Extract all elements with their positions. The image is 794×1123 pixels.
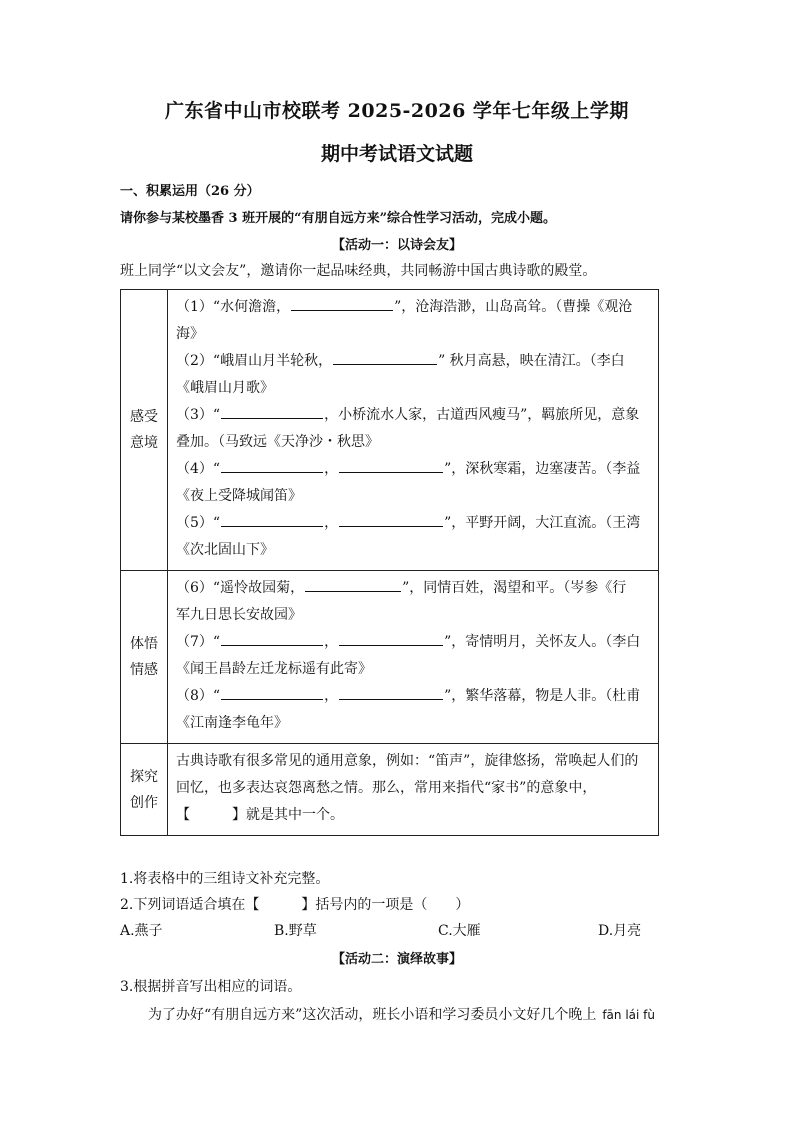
poem-line-6-cont: 军九日思长安故园》: [176, 607, 302, 623]
poem-line-8: （8）“ ， ”，繁华落幕，物是人非。（杜甫: [176, 683, 650, 710]
category-cell: [121, 571, 168, 744]
fill-blank[interactable]: [221, 629, 323, 646]
activity1-heading: 【活动一：以诗会友】: [331, 238, 462, 253]
poem-line-3-cont: 叠加。（马致远《天净沙・秋思》: [176, 434, 379, 450]
poem-line-6: （6）“遥怜故园菊， ”，同情百姓，渴望和平。（岑参《行: [176, 575, 650, 602]
poem-line-8-cont: 《江南逢李龟年》: [176, 715, 288, 731]
poem-line-2: （2）“峨眉山月半轮秋， ” 秋月高悬，映在清江。（李白: [176, 348, 650, 375]
category-cell: [121, 290, 168, 571]
explore-text-cell: [168, 744, 659, 836]
poem-line-3: （3）“ ，小桥流水人家，古道西风瘦马”，羁旅所见，意象: [176, 402, 650, 429]
poem-lines-cell: [168, 571, 659, 744]
poem-line-1: （1）“水何澹澹， ”，沧海浩渺，山岛高耸。（曹操《观沧: [176, 294, 650, 321]
category-cell: [121, 744, 168, 836]
poem-line-2-cont: 《峨眉山月歌》: [176, 380, 274, 396]
question-3: 3.根据拼音写出相应的词语。: [120, 979, 302, 995]
paragraph-text: 为了办好“有朋自远方来”这次活动，班长小语和学习委员小文好几个晚上: [148, 1007, 597, 1023]
fill-blank[interactable]: [339, 629, 443, 646]
option-d[interactable]: D.月亮: [598, 923, 642, 939]
poem-line-7: （7）“ ， ”，寄情明月，关怀友人。（李白: [176, 629, 650, 656]
explore-text-line: 【 】就是其中一个。: [176, 807, 344, 823]
question-2: 2.下列词语适合填在【 】括号内的一项是（ ）: [120, 897, 470, 913]
fill-blank[interactable]: [221, 402, 323, 419]
section-heading: 一、积累运用（26 分）: [120, 184, 260, 199]
option-a[interactable]: A.燕子: [120, 923, 163, 939]
poem-line-5: （5）“ ， ”，平野开阔，大江直流。（王湾: [176, 510, 650, 537]
fill-blank[interactable]: [339, 456, 443, 473]
fill-blank[interactable]: [291, 294, 393, 311]
category-label: 探究: [130, 768, 158, 785]
explore-text-line: 回忆，也多表达哀怨离愁之情。那么，常用来指代“家书”的意象中，: [176, 780, 597, 796]
category-label: 感受: [130, 409, 158, 425]
section-instruction: 请你参与某校墨香 3 班开展的“有朋自远方来”综合性学习活动，完成小题。: [120, 211, 557, 226]
category-label: 创作: [130, 794, 158, 811]
exam-title-line1: 广东省中山市校联考 2025-2026 学年七年级上学期: [165, 100, 629, 122]
option-c[interactable]: C.大雁: [438, 923, 481, 939]
fill-blank[interactable]: [221, 456, 323, 473]
activity2-paragraph: [148, 1004, 655, 1024]
table-row-explore-create: [121, 744, 659, 836]
fill-blank[interactable]: [339, 510, 443, 527]
poetry-table: [120, 289, 659, 836]
activity1-intro: 班上同学“以文会友”，邀请你一起品味经典，共同畅游中国古典诗歌的殿堂。: [120, 263, 597, 279]
fill-blank[interactable]: [339, 683, 443, 700]
category-label: 意境: [130, 435, 158, 451]
category-label: 体悟: [130, 636, 158, 652]
pinyin-prompt: fān lái fù: [602, 1008, 655, 1022]
poem-line-5-cont: 《次北固山下》: [176, 542, 274, 558]
category-label: 情感: [130, 662, 158, 678]
poem-lines-cell: [168, 290, 659, 571]
activity2-heading: 【活动二：演绎故事】: [331, 952, 462, 967]
fill-blank[interactable]: [221, 683, 323, 700]
fill-blank[interactable]: [305, 575, 401, 592]
question-1: 1.将表格中的三组诗文补充完整。: [120, 871, 330, 887]
poem-line-4-cont: 《夜上受降城闻笛》: [176, 488, 302, 504]
poem-line-4: （4）“ ， ”，深秋寒霜，边塞凄苦。（李益: [176, 456, 650, 483]
fill-blank[interactable]: [333, 348, 437, 365]
exam-title-line2: 期中考试语文试题: [320, 143, 473, 165]
table-row-feel-mood: [121, 290, 659, 571]
poem-line-7-cont: 《闻王昌龄左迁龙标遥有此寄》: [176, 661, 372, 677]
explore-text-line: 古典诗歌有很多常见的通用意象，例如：“笛声”，旋律悠扬，常唤起人们的: [176, 753, 639, 769]
option-b[interactable]: B.野草: [274, 923, 317, 939]
fill-blank[interactable]: [221, 510, 323, 527]
table-row-feel-emotion: [121, 571, 659, 744]
poem-line-1-cont: 海》: [176, 326, 204, 342]
